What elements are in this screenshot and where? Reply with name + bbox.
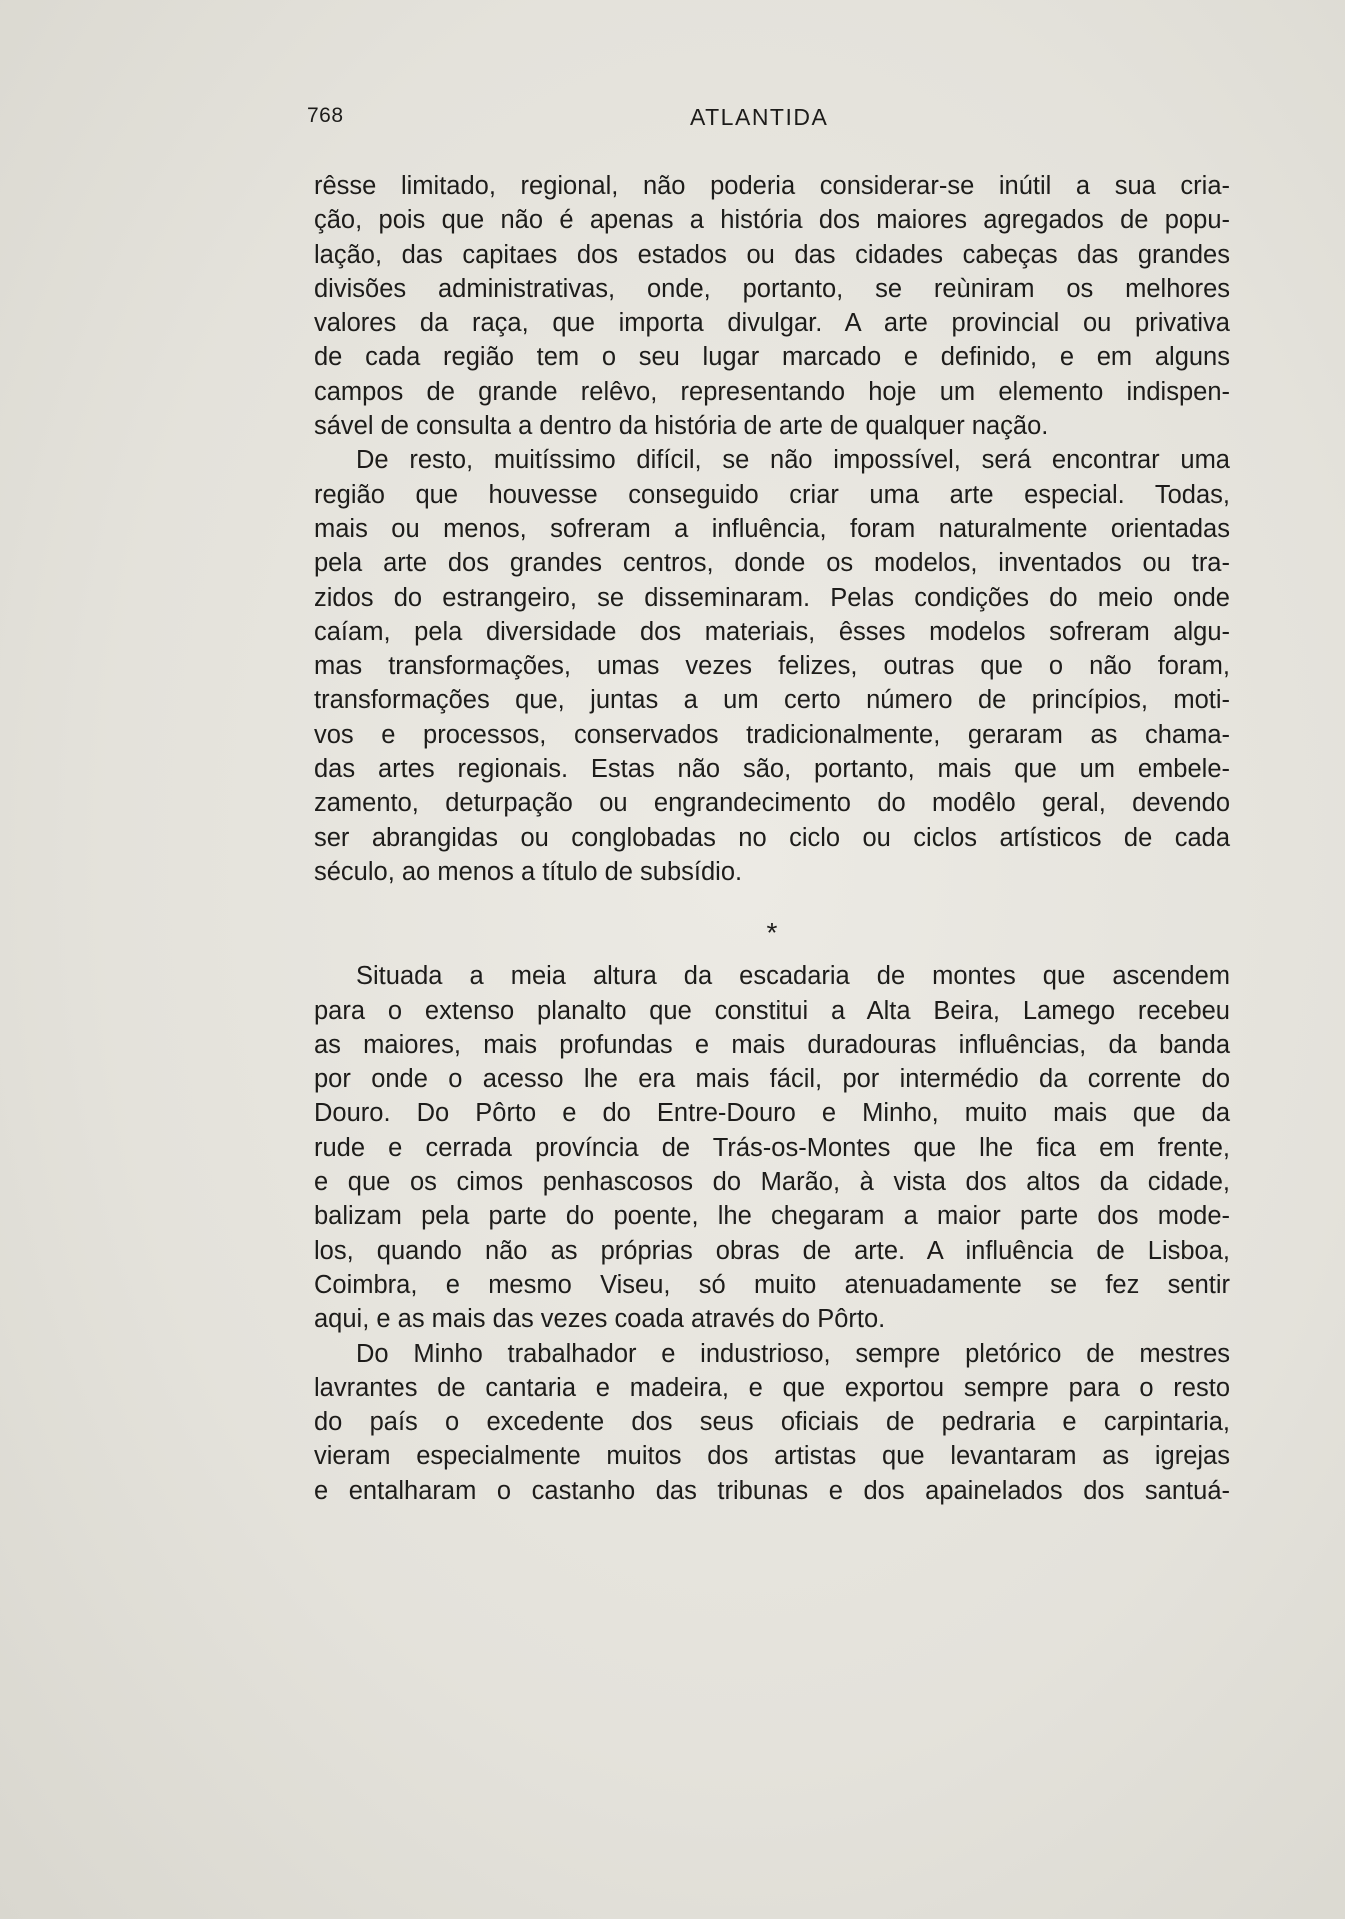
text-line: Douro. Do Pôrto e do Entre-Douro e Minho, muito mais que da (314, 1099, 1230, 1128)
text-line: ser abrangidas ou conglobadas no ciclo ou ciclos artísticos de cada (314, 823, 1230, 852)
page-number: 768 (307, 104, 344, 127)
text-line: vieram especialmente muitos dos artistas que levantaram as igrejas (314, 1442, 1230, 1471)
text-line: De resto, muitíssimo difícil, se não impossível, será encontrar uma (356, 446, 1230, 475)
text-line: valores da raça, que importa divulgar. A arte provincial ou privativa (314, 309, 1230, 338)
text-line: sável de consulta a dentro da história de arte de qualquer nação. (314, 412, 1049, 441)
text-line: para o extenso planalto que constitui a Alta Beira, Lamego recebeu (314, 996, 1230, 1025)
journal-title: ATLANTIDA (690, 104, 829, 130)
text-line: as maiores, mais profundas e mais duradouras influências, da banda (314, 1030, 1230, 1059)
text-line: balizam pela parte do poente, lhe chegaram a maior parte dos mode- (314, 1202, 1230, 1231)
text-line: Coimbra, e mesmo Viseu, só muito atenuadamente se fez sentir (314, 1270, 1230, 1299)
text-line: rêsse limitado, regional, não poderia considerar-se inútil a sua cria- (314, 172, 1230, 200)
text-line: do país o excedente dos seus oficiais de pedraria e carpintaria, (314, 1408, 1230, 1437)
paragraph-2 (314, 443, 1230, 889)
text-line: lação, das capitaes dos estados ou das cidades cabeças das grandes (314, 240, 1230, 269)
text-line: rude e cerrada província de Trás-os-Montes que lhe fica em frente, (314, 1133, 1230, 1162)
text-line: Situada a meia altura da escadaria de montes que ascendem (356, 962, 1230, 991)
text-line: das artes regionais. Estas não são, portanto, mais que um embele- (314, 755, 1230, 784)
text-line: de cada região tem o seu lugar marcado e definido, e em alguns (314, 343, 1230, 372)
text-line: e entalharam o castanho das tribunas e dos apainelados dos santuá- (314, 1476, 1230, 1505)
text-line: zamento, deturpação ou engrandecimento do modêlo geral, devendo (314, 789, 1230, 818)
text-line: lavrantes de cantaria e madeira, e que exportou sempre para o resto (314, 1373, 1230, 1402)
text-line: e que os cimos penhascosos do Marão, à vista dos altos da cidade, (314, 1168, 1230, 1197)
text-line: divisões administrativas, onde, portanto, se reùniram os melhores (314, 274, 1230, 303)
text-line: campos de grande relêvo, representando hoje um elemento indispen- (314, 377, 1230, 406)
section-separator-asterisk: * (766, 917, 778, 949)
text-line: ção, pois que não é apenas a história dos maiores agregados de popu- (314, 206, 1230, 235)
text-line: vos e processos, conservados tradicionalmente, geraram as chama- (314, 720, 1230, 749)
text-line: por onde o acesso lhe era mais fácil, por intermédio da corrente do (314, 1065, 1230, 1094)
body-text (314, 169, 1230, 1508)
paragraph-1 (314, 169, 1230, 443)
text-line: mas transformações, umas vezes felizes, outras que o não foram, (314, 652, 1230, 681)
text-line: Do Minho trabalhador e industrioso, sempre pletórico de mestres (356, 1339, 1230, 1368)
text-line: los, quando não as próprias obras de arte. A influência de Lisboa, (314, 1236, 1230, 1265)
running-head (307, 104, 1225, 134)
text-line: aqui, e as mais das vezes coada através do Pôrto. (314, 1305, 886, 1334)
text-line: zidos do estrangeiro, se disseminaram. Pelas condições do meio onde (314, 583, 1230, 612)
text-line: mais ou menos, sofreram a influência, foram naturalmente orientadas (314, 514, 1230, 543)
paragraph-3 (314, 959, 1230, 1336)
text-line: pela arte dos grandes centros, donde os modelos, inventados ou tra- (314, 549, 1230, 578)
text-line: caíam, pela diversidade dos materiais, êsses modelos sofreram algu- (314, 617, 1230, 646)
text-line: transformações que, juntas a um certo número de princípios, moti- (314, 686, 1230, 715)
text-line: região que houvesse conseguido criar uma arte especial. Todas, (314, 480, 1230, 509)
paragraph-4 (314, 1337, 1230, 1508)
text-line: século, ao menos a título de subsídio. (314, 857, 743, 886)
